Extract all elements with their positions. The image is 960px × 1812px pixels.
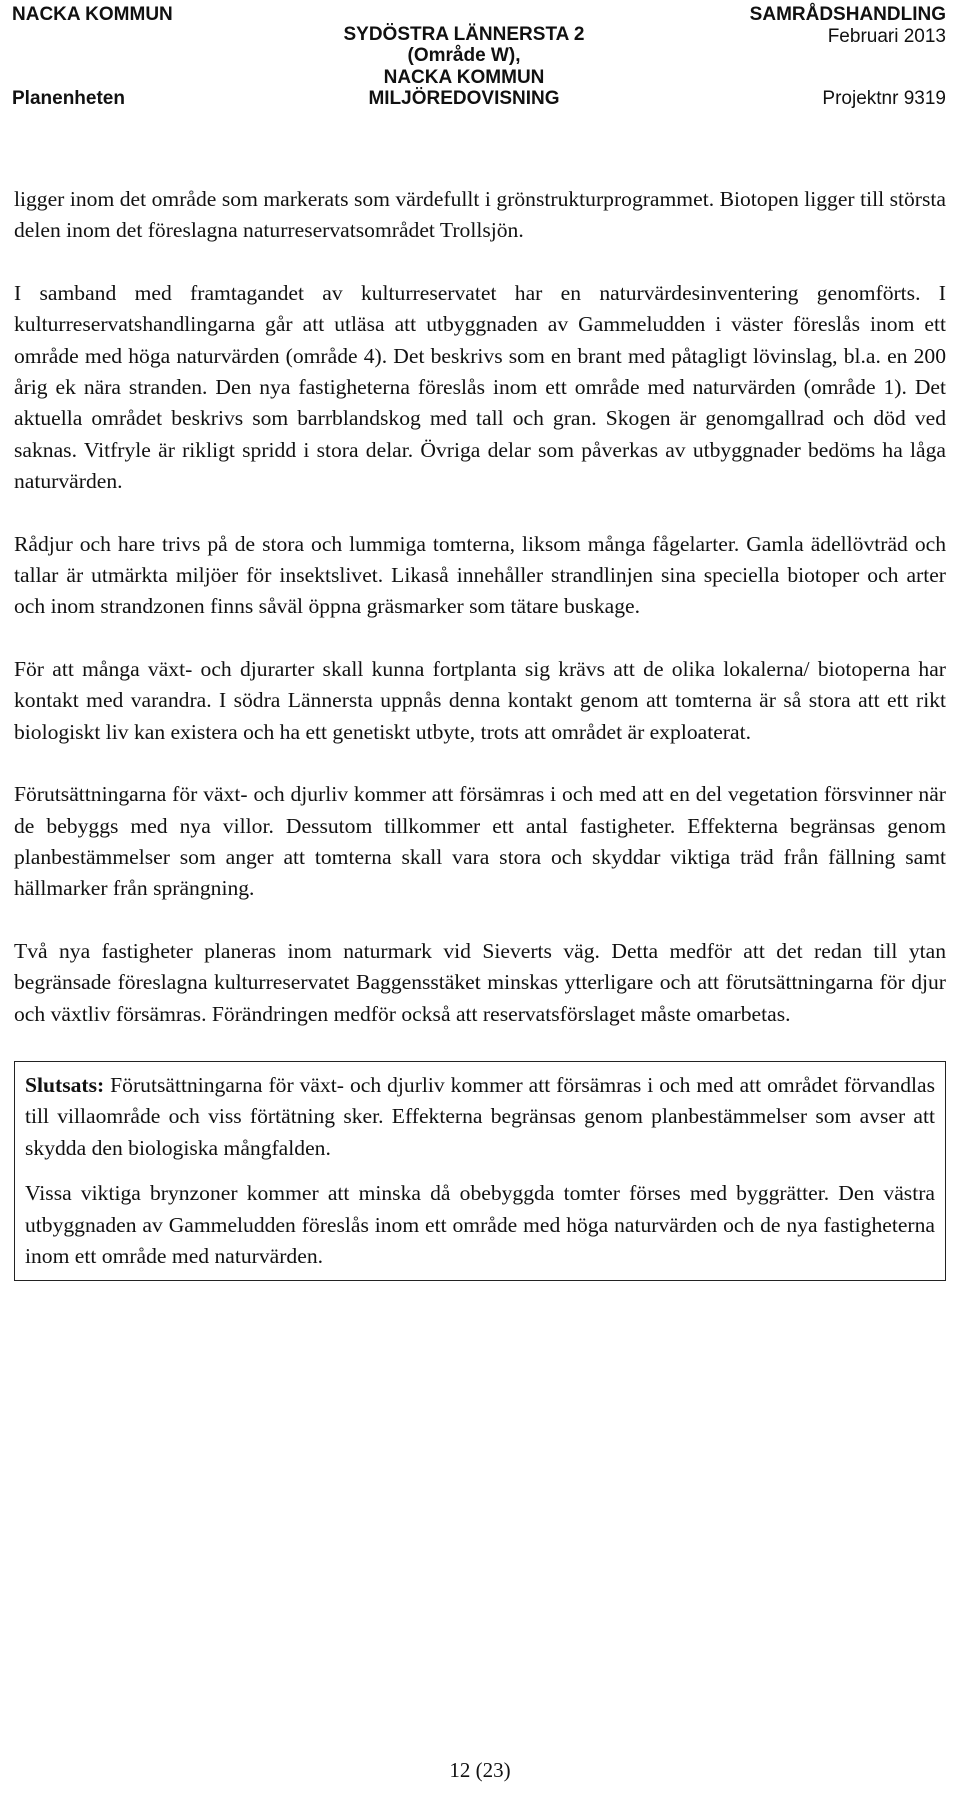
body-paragraph-5: Förutsättningarna för växt- och djurliv kommer att försämras i och med att en del vegetation försvinner när de bebyggs med nya villor. Dessutom tillkommer ett antal fastigheter. Effekterna begränsas genom planbestämmelser som anger att tomterna skall vara stora och skyddar viktiga träd från fällning samt hällmarker från sprängning.: [14, 782, 946, 901]
document-header: [0, 0, 960, 130]
conclusion-paragraph: [25, 1070, 935, 1164]
project-title-line-2: (Område W),: [407, 45, 521, 66]
department-name: Planenheten: [12, 88, 125, 109]
document-body: [14, 184, 946, 1281]
conclusion-paragraph-2: Vissa viktiga brynzoner kommer att minska då obebyggda tomter förses med byggrätter. Den västra utbyggnaden av Gammeludden föreslås inom ett område med höga naturvärden och de nya fastigheterna inom ett område med naturvärden.: [25, 1181, 935, 1268]
municipality-name: NACKA KOMMUN: [12, 4, 173, 25]
document-type: MILJÖREDOVISNING: [368, 88, 560, 109]
conclusion-text: Förutsättningarna för växt- och djurliv kommer att försämras i och med att området förvandlas till villaområde och viss förtätning sker. Effekterna begränsas genom planbestämmelser som avser att skydda den biologiska mångfalden.: [25, 1072, 935, 1160]
document-status: SAMRÅDSHANDLING: [749, 4, 946, 25]
page-number: 12 (23): [449, 1758, 511, 1782]
document-date: Februari 2013: [827, 26, 946, 47]
body-paragraph-2: I samband med framtagandet av kulturreservatet har en naturvärdesinventering genomförts. I kulturreservatshandlingarna går att utläsa att utbyggnaden av Gammeludden i väster föreslås inom ett område med höga naturvärden (område 4). Det beskrivs som en brant med påtagligt lövinslag, bl.a. en 200 årig ek nära stranden. Den nya fastigheterna föreslås inom ett område med naturvärden (område 1). Det aktuella området beskrivs som barrblandskog med tall och gran. Skogen är genomgallrad och död ved saknas. Vitfryle är rikligt spridd i stora delar. Övriga delar som påverkas av utbyggnader bedöms ha låga naturvärden.: [14, 280, 946, 494]
project-title-line-3: NACKA KOMMUN: [383, 67, 545, 88]
conclusion-box: [14, 1061, 946, 1281]
body-paragraph-6: Två nya fastigheter planeras inom naturmark vid Sieverts väg. Detta medför att det redan till ytan begränsade föreslagna kulturreservatet Baggensstäket minskas ytterligare och att förutsättningarna för djur och växtliv försämras. Förändringen medför också att reservatsförslaget måste omarbetas.: [14, 938, 946, 1026]
conclusion-label: Slutsats:: [25, 1072, 105, 1097]
body-paragraph-3: Rådjur och hare trivs på de stora och lummiga tomterna, liksom många fågelarter. Gamla ädellövträd och tallar är utmärkta miljöer för insektslivet. Likaså innehåller strandlinjen sina speciella biotoper och arter och inom strandzonen finns såväl öppna gräsmarker som tätare buskage.: [14, 531, 946, 619]
project-number: Projektnr 9319: [822, 88, 946, 109]
project-title-line-1: SYDÖSTRA LÄNNERSTA 2: [343, 24, 585, 45]
body-paragraph-1: ligger inom det område som markerats som värdefullt i grönstrukturprogrammet. Biotopen ligger till största delen inom det föreslagna naturreservatsområdet Trollsjön.: [14, 187, 946, 243]
body-paragraph-4: För att många växt- och djurarter skall kunna fortplanta sig krävs att de olika lokalerna/ biotoperna har kontakt med varandra. I södra Lännersta uppnås denna kontakt genom att tomterna är så stora att ett rikt biologiskt liv kan existera och ha ett genetiskt utbyte, trots att området är exploaterat.: [14, 656, 946, 744]
